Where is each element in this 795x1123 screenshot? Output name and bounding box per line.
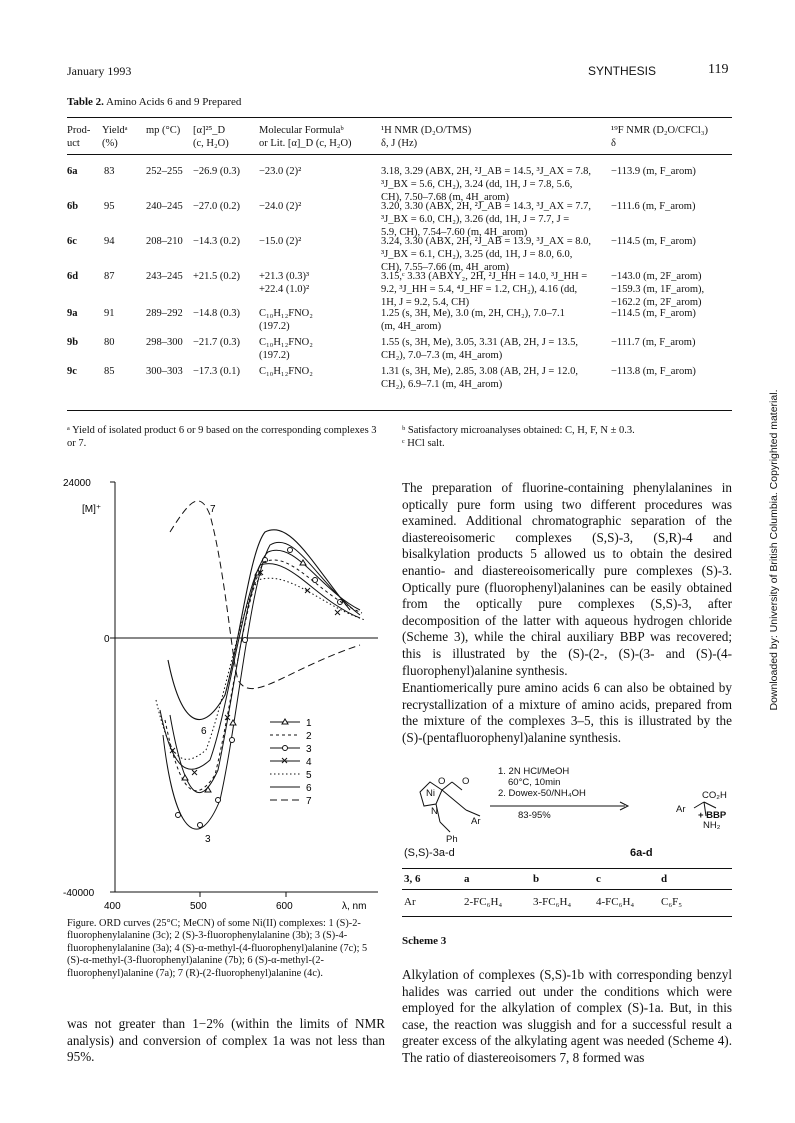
cell-fnmr-line: −114.5 (m, F_arom) bbox=[611, 308, 696, 319]
cell-hnmr-line: 3.24, 3.30 (ABX, 2H, ²J_AB = 13.9, ³J_AX = 8.0, bbox=[381, 236, 592, 247]
th-fnmr: ¹⁹F NMR (D₂O/CFCl₃) δ bbox=[611, 125, 708, 149]
cell-hnmr-line: CH₂), 6.9–7.1 (m, 4H_arom) bbox=[381, 379, 503, 390]
x-tick-400: 400 bbox=[104, 901, 121, 912]
cell-hnmr-line: 1.31 (s, 3H, Me), 2.85, 3.08 (AB, 2H, J = 12.0, bbox=[381, 366, 578, 377]
scheme-yield: 83-95% bbox=[518, 810, 551, 821]
footnote-c: ᶜ HCl salt. bbox=[402, 438, 445, 449]
cell-fnmr bbox=[611, 336, 695, 349]
cell-alpha: −17.3 (0.1) bbox=[193, 366, 241, 377]
running-header-date: January 1993 bbox=[67, 64, 132, 78]
cell-alpha: −14.8 (0.3) bbox=[193, 308, 241, 319]
cell-formula-line: C₁₀H₁₂FNO₂ bbox=[259, 337, 313, 348]
cell-fnmr bbox=[611, 307, 696, 320]
th-alpha: [α]²⁵_D (c, H₂O) bbox=[193, 125, 229, 149]
cell-formula-line: (197.2) bbox=[259, 321, 290, 332]
cell-hnmr bbox=[381, 365, 578, 391]
th-hnmr: ¹H NMR (D₂O/TMS) δ, J (Hz) bbox=[381, 125, 472, 149]
cell-hnmr-line: CH), 7.50–7.68 (m, 4H_arom) bbox=[381, 192, 510, 203]
figure-legend bbox=[270, 718, 312, 807]
cell-hnmr-line: CH₂), 7.0–7.3 (m, 4H_arom) bbox=[381, 350, 503, 361]
scheme-table-bottom-rule bbox=[402, 916, 732, 917]
cell-fnmr-line: −111.6 (m, F_arom) bbox=[611, 201, 696, 212]
cell-yield: 83 bbox=[104, 166, 115, 177]
footnote-b: ᵇ Satisfactory microanalyses obtained: C, H, F, N ± 0.3. bbox=[402, 425, 635, 436]
cell-formula-line: C₁₀H₁₂FNO₂ bbox=[259, 308, 313, 319]
curve-5 bbox=[156, 578, 365, 759]
cell-mp: 240–245 bbox=[146, 201, 183, 212]
cell-mp: 300–303 bbox=[146, 366, 183, 377]
x-tick-600: 600 bbox=[276, 901, 293, 912]
cell-formula bbox=[259, 307, 313, 333]
cell-product: 9b bbox=[67, 337, 79, 348]
legend-label-4: 4 bbox=[306, 757, 312, 768]
footnote-a: ᵃ Yield of isolated product 6 or 9 based on the corresponding complexes 3 or 7. bbox=[67, 425, 377, 449]
cell-product: 6b bbox=[67, 201, 79, 212]
cell-alpha: −14.3 (0.2) bbox=[193, 236, 241, 247]
curve-4-markers bbox=[170, 570, 340, 775]
cell-yield: 87 bbox=[104, 271, 115, 282]
scheme-table-mid-rule bbox=[402, 889, 732, 890]
th-formula: Molecular Formulaᵇ or Lit. [α]_D (c, H₂O) bbox=[259, 125, 352, 149]
legend-label-2: 2 bbox=[306, 731, 312, 742]
scheme-cond-2: 60°C, 10min bbox=[508, 777, 561, 788]
cell-yield: 95 bbox=[104, 201, 115, 212]
table-caption: Table 2. Amino Acids 6 and 9 Prepared bbox=[67, 96, 242, 108]
cell-yield: 80 bbox=[104, 337, 115, 348]
cell-formula bbox=[259, 235, 301, 248]
y-tick-top: 24000 bbox=[63, 478, 91, 489]
ord-figure bbox=[60, 470, 395, 915]
cell-alpha: +21.5 (0.2) bbox=[193, 271, 241, 282]
svg-text:N: N bbox=[431, 806, 438, 817]
cell-hnmr-line: (m, 4H_arom) bbox=[381, 321, 442, 332]
cell-fnmr bbox=[611, 235, 696, 248]
cell-hnmr-line: 1.25 (s, 3H, Me), 3.0 (m, 2H, CH₂), 7.0–7.1 bbox=[381, 308, 565, 319]
cell-formula-line: −24.0 (2)² bbox=[259, 201, 302, 212]
cell-formula bbox=[259, 270, 309, 296]
cell-formula bbox=[259, 365, 313, 378]
curve-label-3: 3 bbox=[205, 834, 211, 845]
cell-fnmr-line: −143.0 (m, 2F_arom) bbox=[611, 271, 702, 282]
cell-product: 6a bbox=[67, 166, 78, 177]
y-axis-label: [M]⁺ bbox=[82, 504, 102, 515]
cell-alpha: −26.9 (0.3) bbox=[193, 166, 241, 177]
cell-hnmr-line: CH), 7.55–7.66 (m, 4H_arom) bbox=[381, 262, 510, 273]
cell-mp: 252–255 bbox=[146, 166, 183, 177]
svg-text:Ar: Ar bbox=[471, 816, 481, 827]
cell-mp: 208–210 bbox=[146, 236, 183, 247]
curve-6 bbox=[168, 530, 350, 720]
legend-label-3: 3 bbox=[306, 744, 312, 755]
cell-hnmr bbox=[381, 200, 591, 239]
y-tick-bottom: -40000 bbox=[63, 888, 95, 899]
th-yield: Yieldᵃ (%) bbox=[102, 125, 128, 149]
scheme-reactant-label: (S,S)-3a-d bbox=[404, 847, 455, 859]
th-product: Prod- uct bbox=[67, 125, 91, 149]
th-mp: mp (°C) bbox=[146, 125, 181, 136]
cell-formula-line: +21.3 (0.3)³ bbox=[259, 271, 310, 282]
table-bottom-rule bbox=[67, 410, 732, 411]
scheme-cond-3: 2. Dowex-50/NH₄OH bbox=[498, 788, 586, 799]
x-tick-500: 500 bbox=[190, 901, 207, 912]
left-column-text: was not greater than 1−2% (within the limits of NMR analysis) and conversion of complex 1a was not less than 95%. bbox=[67, 1016, 385, 1065]
y-tick-zero: 0 bbox=[104, 634, 110, 645]
cell-fnmr bbox=[611, 270, 704, 309]
cell-fnmr-line: −111.7 (m, F_arom) bbox=[611, 337, 696, 348]
download-watermark: Downloaded by: University of British Columbia. Copyrighted material. bbox=[768, 389, 780, 711]
cell-hnmr bbox=[381, 336, 578, 362]
cell-hnmr-line: 1.55 (s, 3H, Me), 3.05, 3.31 (AB, 2H, J = 13.5, bbox=[381, 337, 578, 348]
cell-mp: 243–245 bbox=[146, 271, 183, 282]
cell-hnmr-line: 3.15,ᶜ 3.33 (ABXY₂, 2H, ²J_HH = 14.0, ³J_HH = bbox=[381, 271, 588, 282]
cell-hnmr bbox=[381, 270, 587, 309]
svg-text:Ni: Ni bbox=[426, 788, 435, 799]
cell-fnmr-line: −113.8 (m, F_arom) bbox=[611, 366, 696, 377]
cell-hnmr-line: ³J_BX = 6.0, CH₂), 3.26 (dd, 1H, J = 7.7, J = bbox=[381, 214, 570, 225]
cell-hnmr-line: ³J_BX = 6.1, CH₂), 3.25 (dd, 1H, J = 8.0, 6.0, bbox=[381, 249, 573, 260]
scheme-title: Scheme 3 bbox=[402, 935, 447, 947]
legend-label-6: 6 bbox=[306, 783, 312, 794]
cell-formula bbox=[259, 165, 301, 178]
cell-fnmr-line: −114.5 (m, F_arom) bbox=[611, 236, 696, 247]
scheme-plus-bbp: + BBP bbox=[698, 810, 727, 821]
cell-hnmr-line: 9.2, ³J_HH = 5.4, ⁴J_HF = 1.2, CH₂), 4.16 (dd, bbox=[381, 284, 578, 295]
cell-product: 9a bbox=[67, 308, 78, 319]
cell-formula-line: −23.0 (2)² bbox=[259, 166, 302, 177]
cell-alpha: −27.0 (0.2) bbox=[193, 201, 241, 212]
curve-1-markers bbox=[182, 560, 306, 792]
cell-formula bbox=[259, 200, 301, 213]
cell-hnmr bbox=[381, 165, 591, 204]
curve-label-6: 6 bbox=[201, 726, 207, 737]
curve-4 bbox=[160, 564, 360, 770]
cell-hnmr-line: 3.20, 3.30 (ABX, 2H, ²J_AB = 14.3, ³J_AX = 7.7, bbox=[381, 201, 592, 212]
svg-text:NH₂: NH₂ bbox=[703, 820, 721, 831]
paragraph-1: The preparation of fluorine-containing phenylalanines in optically pure form using two different procedures was examined. Additional chromatographic separation of the diastereoisomeric complexes (S,S)-3, (S,R)-4 and bisalkylation products 5 allowed us to obtain the desired enantio- and diastereoisomerically pure complexes (S)-3. Optically pure (fluorophenyl)alanines can be easily obtained from the optically pure complexes (S,S)-3, after decomposition of the latter with aqueous hydrogen chloride (Scheme 3), while the chiral auxiliary BBP was recovered; this is illustrated by the (S)-(2-, (S)-(3- and (S)-(4-fluorophenyl)alanine synthesis. bbox=[402, 480, 732, 678]
svg-text:O: O bbox=[462, 776, 470, 787]
page-number: 119 bbox=[708, 62, 729, 77]
cell-formula-line: +22.4 (1.0)² bbox=[259, 284, 310, 295]
scheme-3-structure bbox=[400, 760, 735, 855]
cell-formula-line: C₁₀H₁₂FNO₂ bbox=[259, 366, 313, 377]
cell-product: 6d bbox=[67, 271, 79, 282]
curve-label-7: 7 bbox=[210, 504, 216, 515]
table-top-rule bbox=[67, 117, 732, 118]
cell-product: 6c bbox=[67, 236, 77, 247]
cell-hnmr bbox=[381, 235, 591, 274]
cell-fnmr bbox=[611, 165, 696, 178]
cell-fnmr-line: −159.3 (m, 1F_arom), bbox=[611, 284, 705, 295]
cell-yield: 94 bbox=[104, 236, 115, 247]
figure-caption: Figure. ORD curves (25°C; MeCN) of some Ni(II) complexes: 1 (S)-2-fluorophenylalanine (3c); 2 (S)-3-fluorophenylalanine (3b); 3 (S)-4-fluorophenylalanine (3a); 4 (S)-α-methyl-(4-fluorophenyl)alanine (7c); 5 (S)-α-methyl-(3-fluorophenyl)alanine (7b); 6 (S)-α-methyl-(2-fluorophenyl)alanine (7a); 7 (R)-(2-fluorophenyl)alanine (4c). bbox=[67, 918, 368, 979]
cell-hnmr bbox=[381, 307, 565, 333]
cell-fnmr-line: −162.2 (m, 2F_arom) bbox=[611, 297, 702, 308]
paragraph-3: Alkylation of complexes (S,S)-1b with corresponding benzyl halides was carried out under the conditions which were employed for the alkylation of complex (S)-1a. But, in this case, the reaction was sluggish and for a successful result a greater excess of the alkylating agent was needed (Scheme 4). The ratio of diastereoisomers 7, 8 formed was bbox=[402, 967, 732, 1065]
x-axis-label: λ, nm bbox=[342, 901, 367, 912]
cell-mp: 298–300 bbox=[146, 337, 183, 348]
curve-2 bbox=[165, 560, 362, 791]
cell-yield: 91 bbox=[104, 308, 115, 319]
cell-hnmr-line: 3.18, 3.29 (ABX, 2H, ²J_AB = 14.5, ³J_AX = 7.8, bbox=[381, 166, 592, 177]
legend-label-5: 5 bbox=[306, 770, 312, 781]
cell-formula-line: −15.0 (2)² bbox=[259, 236, 302, 247]
svg-text:CO₂H: CO₂H bbox=[702, 790, 727, 801]
cell-yield: 85 bbox=[104, 366, 115, 377]
legend-label-7: 7 bbox=[306, 796, 312, 807]
cell-hnmr-line: 5.9, CH), 7.54–7.60 (m, 4H_arom) bbox=[381, 227, 528, 238]
cell-hnmr-line: ³J_BX = 5.6, CH₂), 3.24 (dd, 1H, J = 7.8, 5.6, bbox=[381, 179, 573, 190]
paragraph-2: Enantiomerically pure amino acids 6 can also be obtained by recrystallization of a mixture of amino acids, prepared from the mixture of the complexes 3–5, this is illustrated by the (S)-(pentafluorophenyl)alanine synthesis. bbox=[402, 680, 732, 745]
cell-alpha: −21.7 (0.3) bbox=[193, 337, 241, 348]
cell-product: 9c bbox=[67, 366, 77, 377]
svg-text:Ar: Ar bbox=[676, 804, 686, 815]
scheme-table-top-rule bbox=[402, 868, 732, 869]
cell-mp: 289–292 bbox=[146, 308, 183, 319]
svg-text:Ph: Ph bbox=[446, 834, 458, 845]
cell-formula bbox=[259, 336, 313, 362]
table-header-rule bbox=[67, 154, 732, 155]
cell-fnmr bbox=[611, 365, 696, 378]
scheme-cond-1: 1. 2N HCl/MeOH bbox=[498, 766, 570, 777]
cell-formula-line: (197.2) bbox=[259, 350, 290, 361]
svg-text:O: O bbox=[438, 776, 446, 787]
legend-label-1: 1 bbox=[306, 718, 312, 729]
cell-hnmr-line: 1H, J = 9.2, 5.4, CH) bbox=[381, 297, 470, 308]
cell-fnmr-line: −113.9 (m, F_arom) bbox=[611, 166, 696, 177]
cell-fnmr bbox=[611, 200, 695, 213]
running-header-journal: SYNTHESIS bbox=[588, 64, 657, 78]
scheme-product-label: 6a-d bbox=[630, 847, 653, 859]
